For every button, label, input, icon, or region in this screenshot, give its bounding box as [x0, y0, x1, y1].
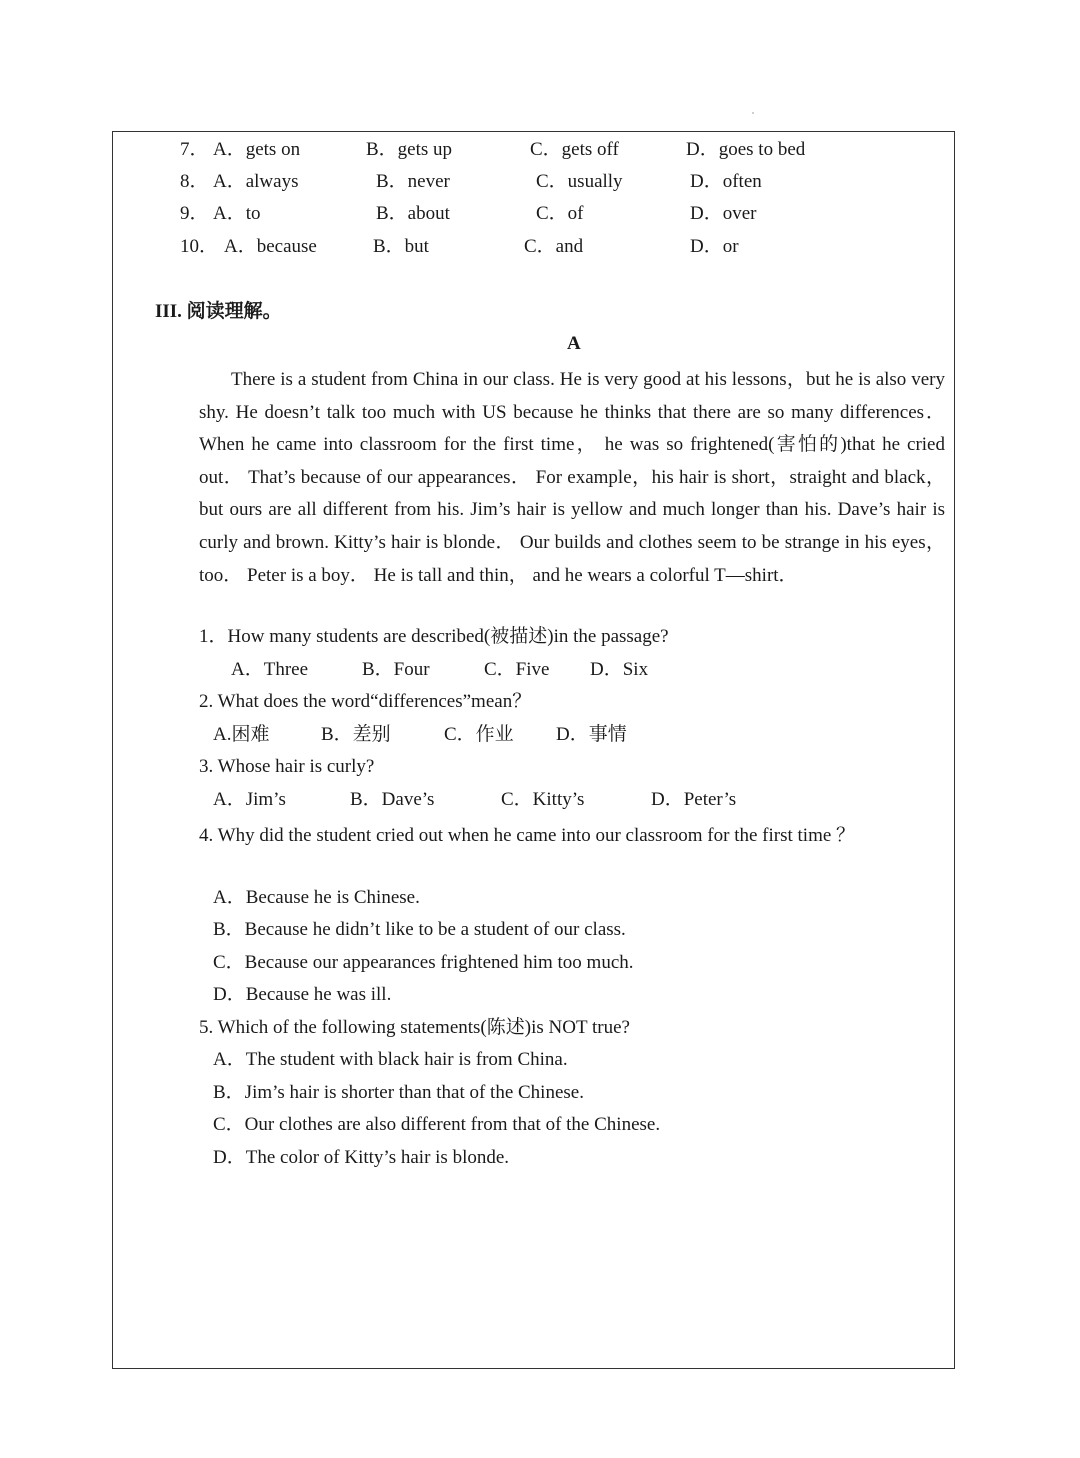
q2-option-b: B．差别: [321, 724, 391, 745]
q3-option-d: D．Peter’s: [651, 789, 737, 810]
q2-option-d: D．事情: [556, 724, 627, 745]
cloze-num: 10．: [180, 236, 219, 257]
cloze-option-c: C．and: [524, 236, 584, 257]
q4-option-b: B．Because he didn’t like to be a student of our class.: [213, 919, 626, 940]
cloze-option-c: C．of: [536, 203, 584, 224]
cloze-option-b: B．never: [376, 171, 450, 192]
scan-speck: [752, 112, 754, 114]
q1-option-d: D．Six: [590, 659, 649, 680]
cloze-option-d: D．often: [690, 171, 762, 192]
q5-option-d: D．The color of Kitty’s hair is blonde.: [213, 1147, 510, 1168]
question-2: 2. What does the word“differences”mean？: [199, 691, 532, 712]
cloze-num: 9．: [180, 203, 209, 224]
cloze-num: 8．: [180, 171, 209, 192]
reading-passage: There is a student from China in our class. He is very good at his lessons，but he is also very shy. He doesn’t talk too much with US because he thinks that there are so many differences． When he came into classroom for the first time， he was so frightened(害怕的)that he cried out． That’s because of our appearances． For example，his hair is short，straight and black，but ours are all different from his. Jim’s hair is yellow and much longer than his. Dave’s hair is curly and brown. Kitty’s hair is blonde． Our builds and clothes seem to be strange in his eyes， too． Peter is a boy． He is tall and thin， and he wears a colorful T—shirt．: [199, 369, 945, 586]
cloze-option-d: D．over: [690, 203, 757, 224]
question-1: 1．How many students are described(被描述)in the passage?: [199, 626, 669, 647]
q1-option-c: C．Five: [484, 659, 550, 680]
section-title: III. 阅读理解。: [155, 301, 282, 322]
q1-option-a: A．Three: [231, 659, 309, 680]
cloze-option-a: A．gets on: [213, 139, 301, 160]
cloze-option-a: A．because: [224, 236, 317, 257]
q4-option-c: C．Because our appearances frightened him too much.: [213, 952, 634, 973]
q3-option-a: A．Jim’s: [213, 789, 286, 810]
q1-option-b: B．Four: [362, 659, 430, 680]
q2-option-c: C．作业: [444, 724, 514, 745]
question-3: 3. Whose hair is curly?: [199, 756, 375, 777]
q4-option-a: A．Because he is Chinese.: [213, 887, 420, 908]
q3-option-c: C．Kitty’s: [501, 789, 585, 810]
cloze-option-b: B．gets up: [366, 139, 453, 160]
q5-option-a: A．The student with black hair is from China.: [213, 1049, 568, 1070]
cloze-option-d: D．or: [690, 236, 739, 257]
q4-option-d: D．Because he was ill.: [213, 984, 392, 1005]
q2-option-a: A.困难: [213, 724, 270, 745]
cloze-option-a: A．always: [213, 171, 299, 192]
question-5: 5. Which of the following statements(陈述)is NOT true?: [199, 1017, 630, 1038]
cloze-option-b: B．but: [373, 236, 429, 257]
q3-option-b: B．Dave’s: [350, 789, 435, 810]
passage-label: A: [567, 333, 581, 354]
cloze-num: 7．: [180, 139, 209, 160]
cloze-option-c: C．usually: [536, 171, 623, 192]
question-4: 4. Why did the student cried out when he came into our classroom for the first time ？: [199, 825, 856, 846]
q5-option-c: C．Our clothes are also different from that of the Chinese.: [213, 1114, 661, 1135]
cloze-option-b: B．about: [376, 203, 450, 224]
q5-option-b: B．Jim’s hair is shorter than that of the Chinese.: [213, 1082, 584, 1103]
cloze-option-d: D．goes to bed: [686, 139, 806, 160]
cloze-option-a: A．to: [213, 203, 261, 224]
cloze-option-c: C．gets off: [530, 139, 619, 160]
